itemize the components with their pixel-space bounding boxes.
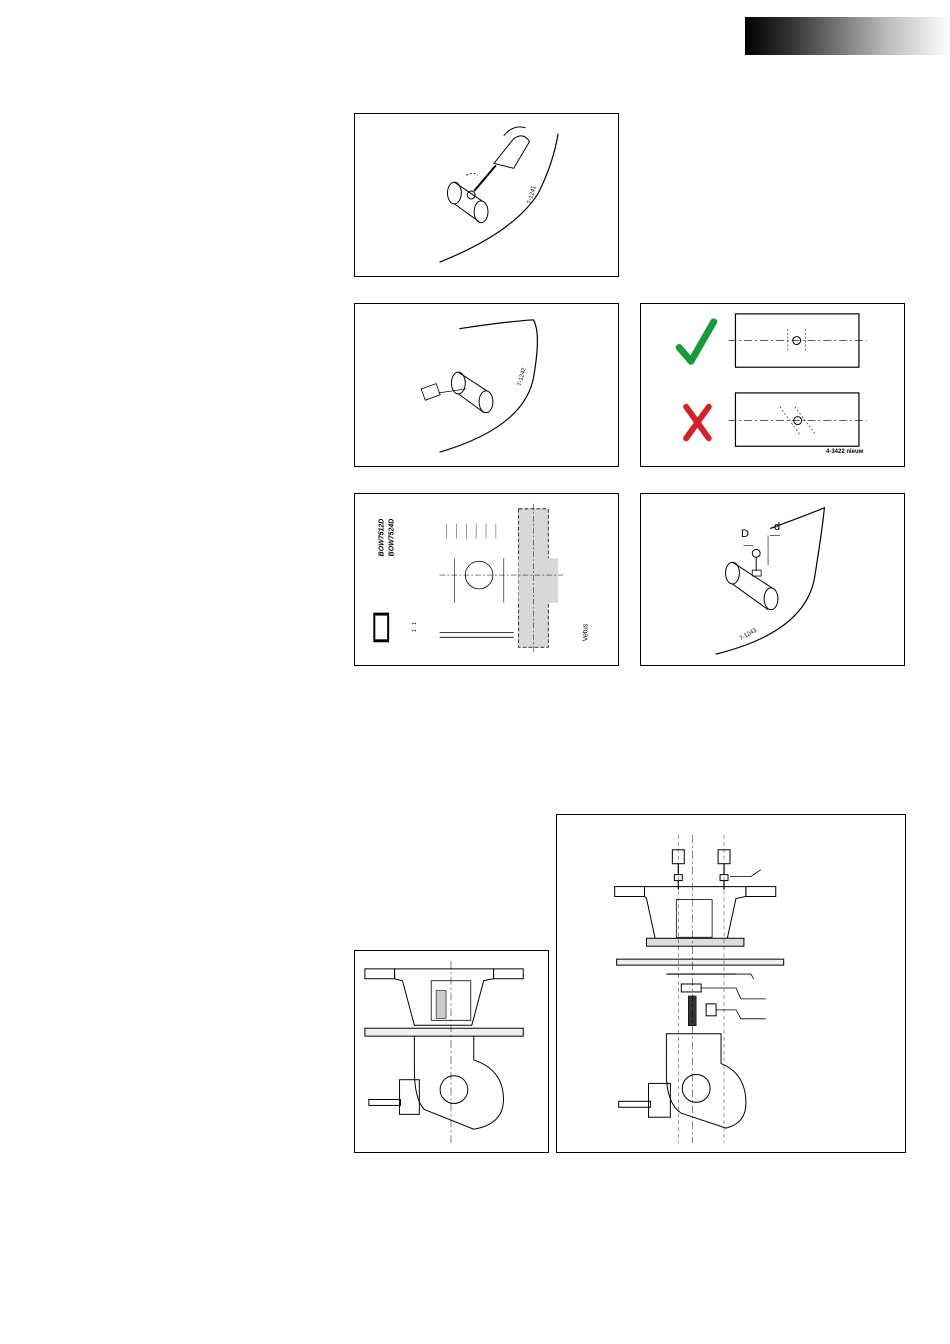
template-placement-code: 7-1242 <box>517 367 528 387</box>
hole-check-drawing <box>641 304 904 466</box>
hole-check-code: 4-3422 nieuw <box>826 449 864 455</box>
template-model-2: BOW7524D <box>388 518 396 557</box>
figure-hole-check <box>640 303 905 467</box>
drilling-drawing <box>641 494 904 665</box>
template-brand: Vetus <box>582 623 590 642</box>
figure-template-sheet <box>354 493 619 666</box>
marking-code: 7-1241 <box>527 185 538 205</box>
template-placement-drawing <box>355 304 618 466</box>
header-gradient-bar <box>745 17 950 55</box>
label-D: D <box>741 528 749 540</box>
figure-exploded-view <box>556 814 906 1153</box>
label-d: d <box>774 521 781 533</box>
figure-drilling <box>640 493 905 666</box>
exploded-view-drawing <box>557 815 905 1152</box>
figure-assembled-unit <box>354 950 549 1153</box>
template-model-1: BOW7512D <box>378 518 386 557</box>
assembled-unit-drawing <box>355 951 548 1152</box>
check-icon <box>679 322 714 362</box>
figure-marking-center <box>354 113 619 277</box>
drilling-code: 7-1243 <box>738 627 758 643</box>
marking-drawing <box>355 114 618 276</box>
figure-template-placement <box>354 303 619 467</box>
template-scale: 1 : 1 <box>411 622 418 632</box>
